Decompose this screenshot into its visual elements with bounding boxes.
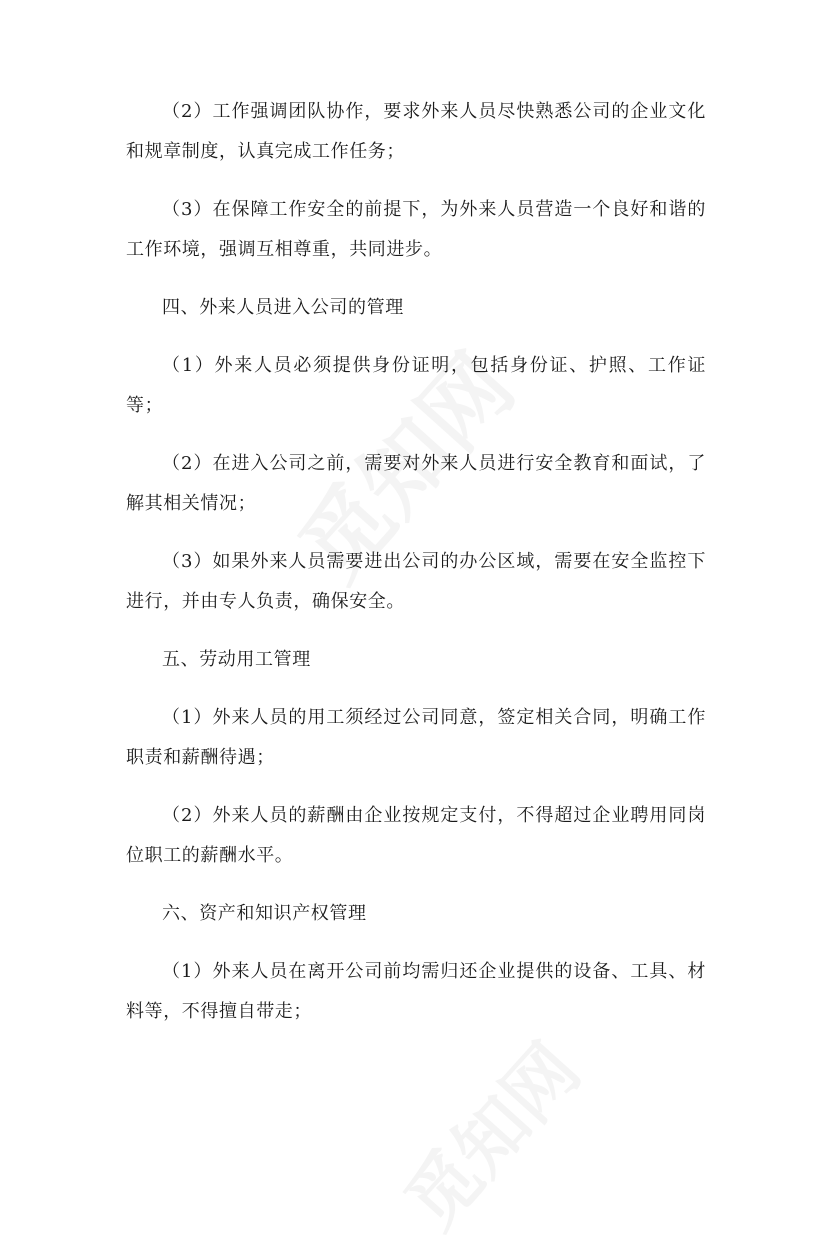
watermark (377, 1017, 599, 1247)
paragraph-item-3: （3）在保障工作安全的前提下，为外来人员营造一个良好和谐的工作环境，强调互相尊重，共同进步。 (126, 199, 706, 260)
paragraph-item-4-2: （2）在进入公司之前，需要对外来人员进行安全教育和面试，了解其相关情况； (126, 453, 706, 514)
paragraph-item-4-3: （3）如果外来人员需要进出公司的办公区域，需要在安全监控下进行，并由专人负责，确保安全。 (126, 551, 706, 612)
paragraph-item-5-2: （2）外来人员的薪酬由企业按规定支付，不得超过企业聘用同岗位职工的薪酬水平。 (126, 805, 706, 866)
paragraph-item-2: （2）工作强调团队协作，要求外来人员尽快熟悉公司的企业文化和规章制度，认真完成工作任务； (126, 101, 706, 162)
section-heading-6: 六、资产和知识产权管理 (162, 903, 367, 924)
section-heading-4: 四、外来人员进入公司的管理 (162, 297, 404, 318)
paragraph-item-5-1: （1）外来人员的用工须经过公司同意，签定相关合同，明确工作职责和薪酬待遇； (126, 707, 706, 768)
paragraph-item-6-1: （1）外来人员在离开公司前均需归还企业提供的设备、工具、材料等，不得擅自带走； (126, 961, 706, 1022)
document-body (126, 92, 706, 1050)
section-heading-5: 五、劳动用工管理 (162, 649, 311, 670)
paragraph-item-4-1: （1）外来人员必须提供身份证明，包括身份证、护照、工作证等； (126, 355, 706, 416)
